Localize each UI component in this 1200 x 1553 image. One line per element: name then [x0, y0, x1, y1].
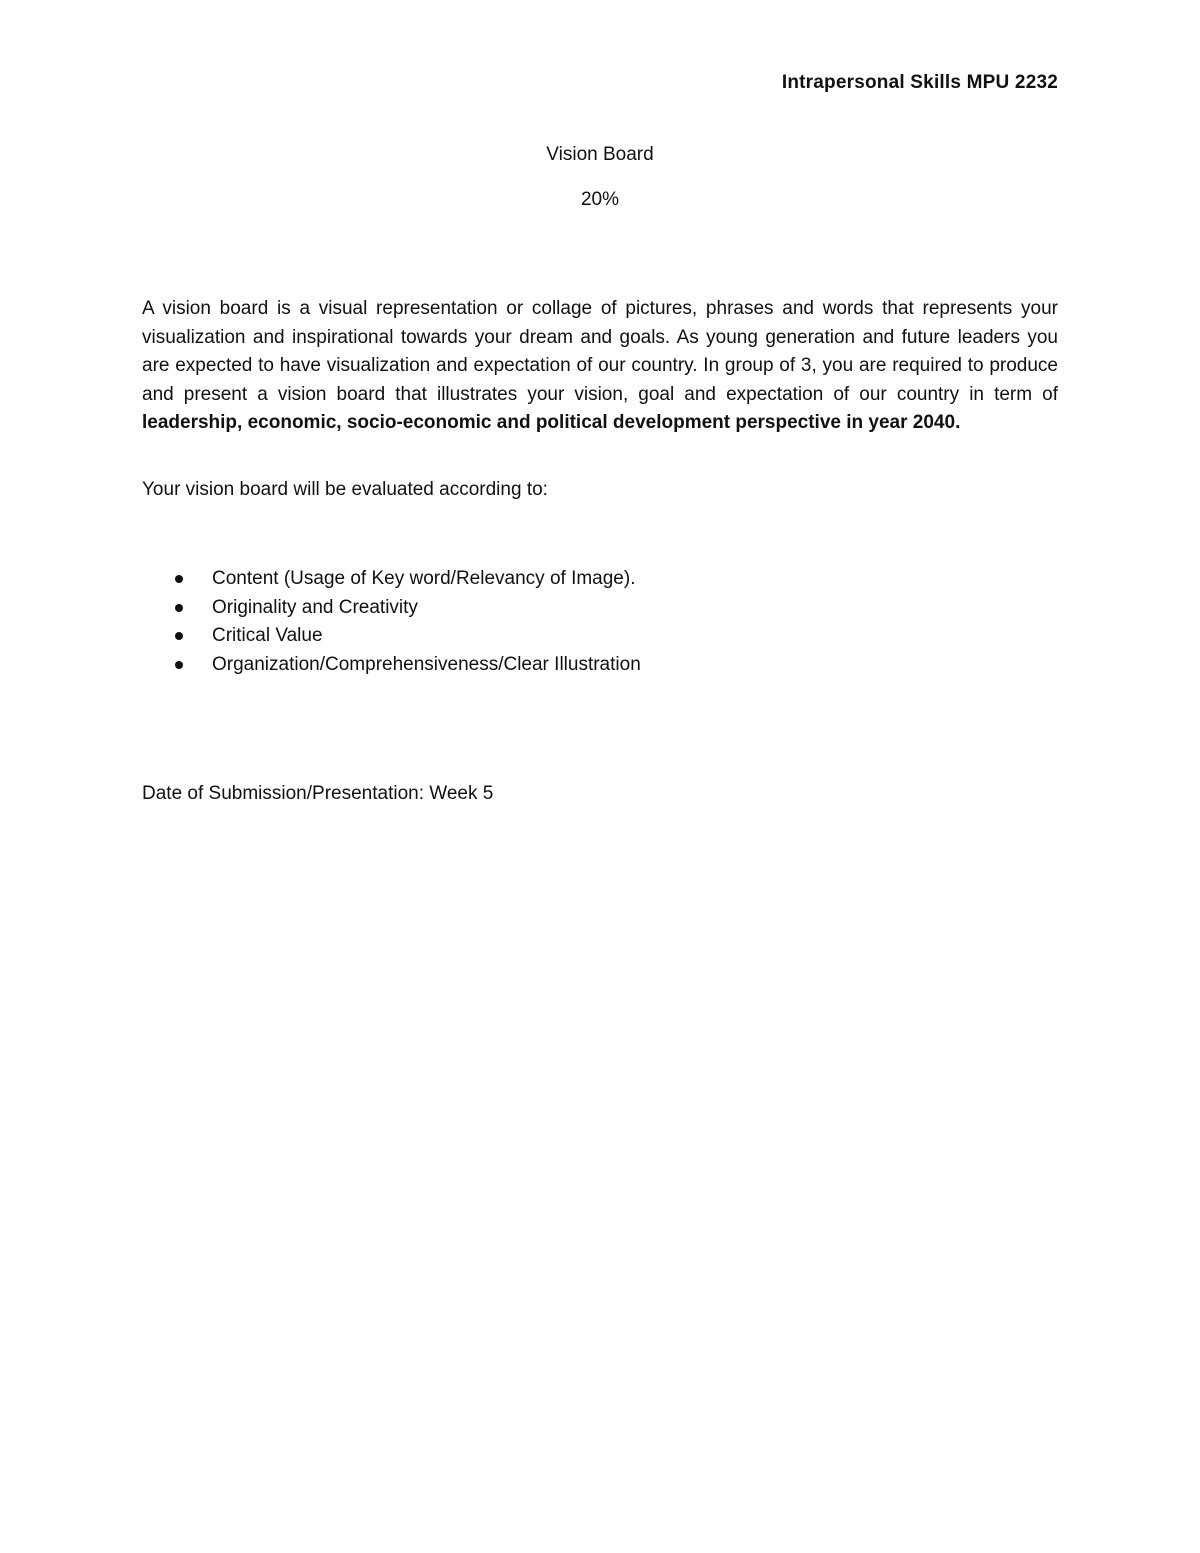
bullet-icon	[175, 575, 183, 583]
description-emphasis: leadership, economic, socio-economic and political development perspective in year 2040	[142, 412, 956, 433]
list-item	[142, 594, 641, 623]
assignment-weight: 20%	[580, 189, 620, 210]
criteria-content: Content (Usage of Key word/Relevancy of Image).	[212, 568, 636, 589]
description-text: A vision board is a visual representation or collage of pictures, phrases and words that represents your visualization and inspirational towards your dream and goals. As young generation and future leaders you are expected to have visualization and expectation of our country. In group of 3, you are required to produce and present a vision board that illustrates your vision, goal and expectation of our country in term of	[142, 298, 1058, 405]
description-end: .	[955, 412, 961, 433]
list-item	[142, 565, 641, 594]
list-item	[142, 622, 641, 651]
bullet-icon	[175, 604, 183, 612]
bullet-icon	[175, 661, 183, 669]
criteria-originality: Originality and Creativity	[212, 596, 418, 618]
criteria-list	[142, 565, 641, 679]
submission-date: Date of Submission/Presentation: Week 5	[142, 783, 494, 804]
evaluation-intro: Your vision board will be evaluated according to:	[142, 479, 548, 500]
course-header: Intrapersonal Skills MPU 2232	[781, 72, 1058, 93]
criteria-organization: Organization/Comprehensiveness/Clear Illustration	[212, 653, 641, 675]
bullet-icon	[175, 632, 183, 640]
description-paragraph	[142, 295, 1058, 438]
assignment-title: Vision Board	[546, 144, 654, 165]
criteria-critical-value: Critical Value	[212, 625, 323, 646]
list-item	[142, 651, 641, 680]
